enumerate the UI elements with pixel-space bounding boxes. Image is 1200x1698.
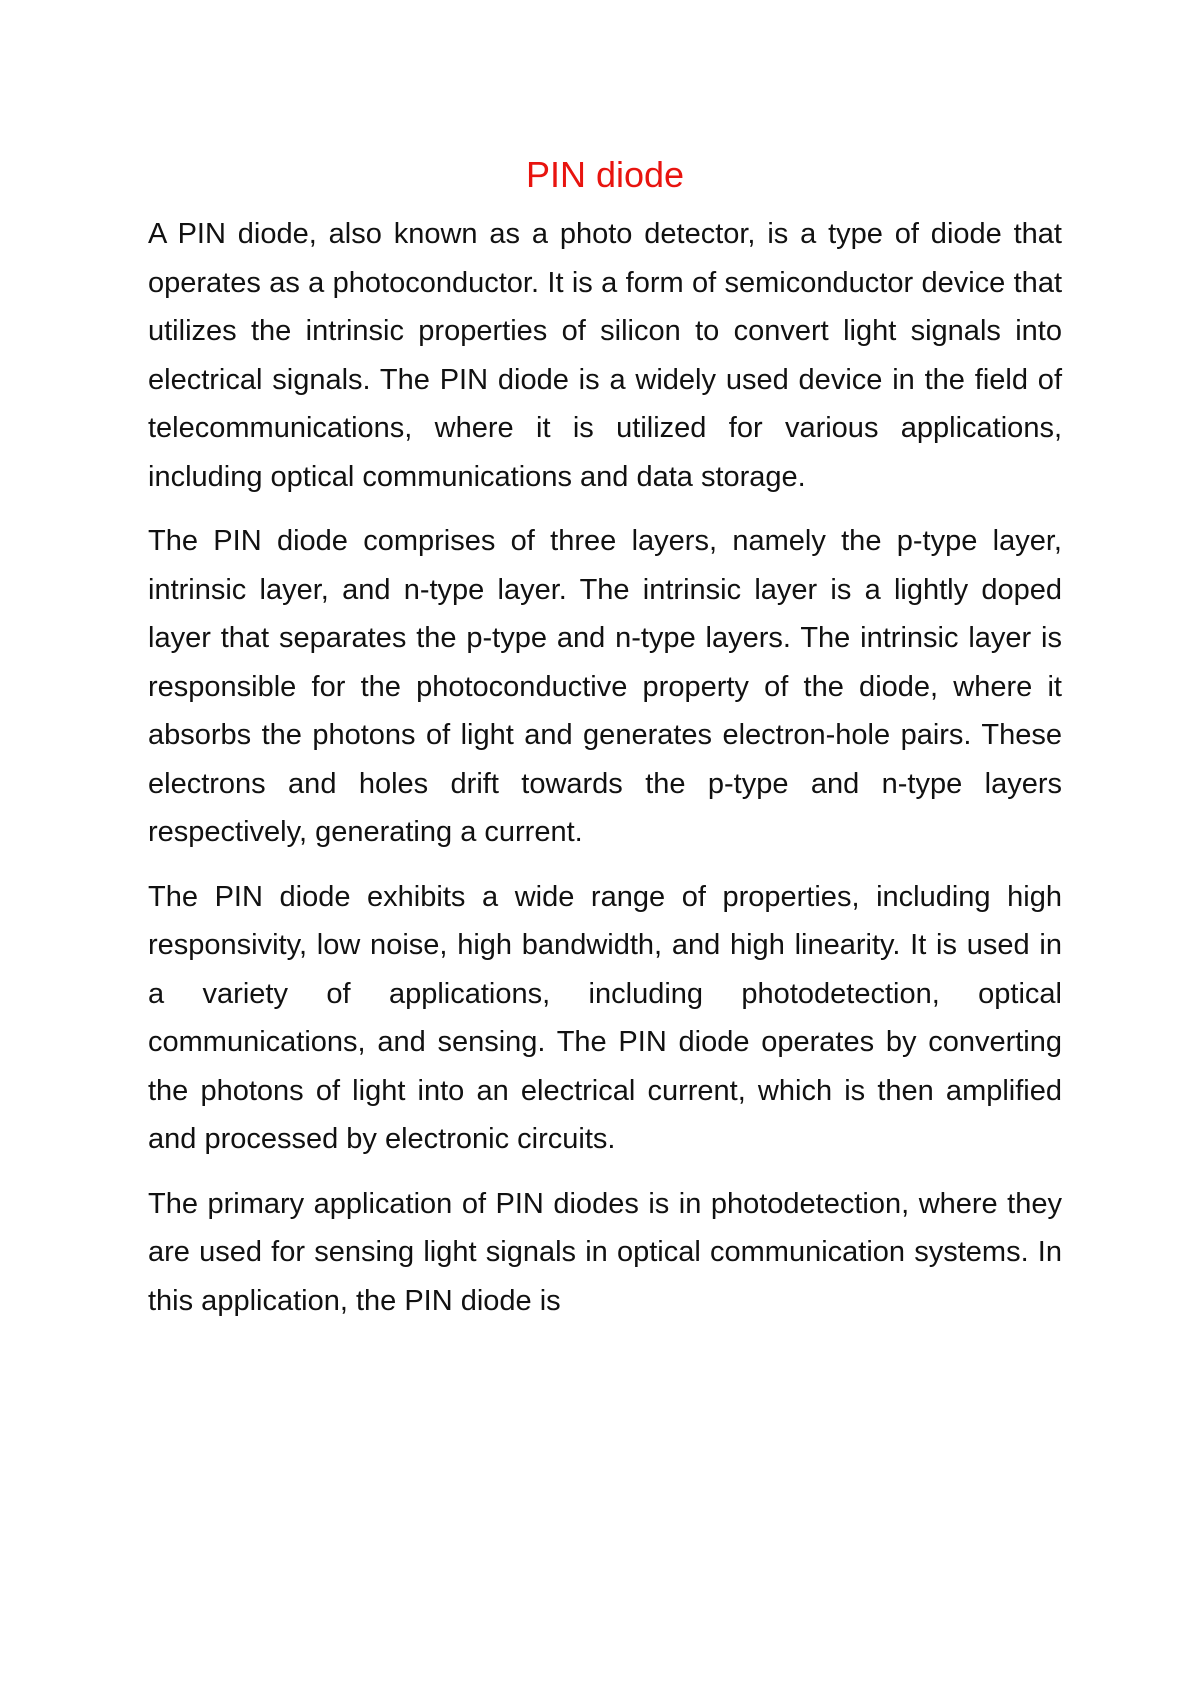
document-title: PIN diode — [525, 154, 685, 195]
paragraph-4: The primary application of PIN diodes is in photodetection, where they are used for sensing light signals in optical communication systems. In this application, the PIN diode is — [148, 1187, 1062, 1317]
paragraph-1: A PIN diode, also known as a photo detector, is a type of diode that operates as a photoconductor. It is a form of semiconductor device that utilizes the intrinsic properties of silicon to convert light signals into electrical signals. The PIN diode is a widely used device in the field of telecommunications, where it is utilized for various applications, including optical communications and data storage. — [148, 218, 1062, 493]
paragraph-3: The PIN diode exhibits a wide range of properties, including high responsivity, low noise, high bandwidth, and high linearity. It is used in a variety of applications, including photodetection, optical communications, and sensing. The PIN diode operates by converting the photons of light into an electrical current, which is then amplified and processed by electronic circuits. — [148, 880, 1062, 1155]
paragraph-2: The PIN diode comprises of three layers, namely the p-type layer, intrinsic layer, and n-type layer. The intrinsic layer is a lightly doped layer that separates the p-type and n-type layers. The intrinsic layer is responsible for the photoconductive property of the diode, where it absorbs the photons of light and generates electron-hole pairs. These electrons and holes drift towards the p-type and n-type layers respectively, generating a current. — [148, 525, 1062, 848]
document-body — [148, 150, 1062, 1341]
